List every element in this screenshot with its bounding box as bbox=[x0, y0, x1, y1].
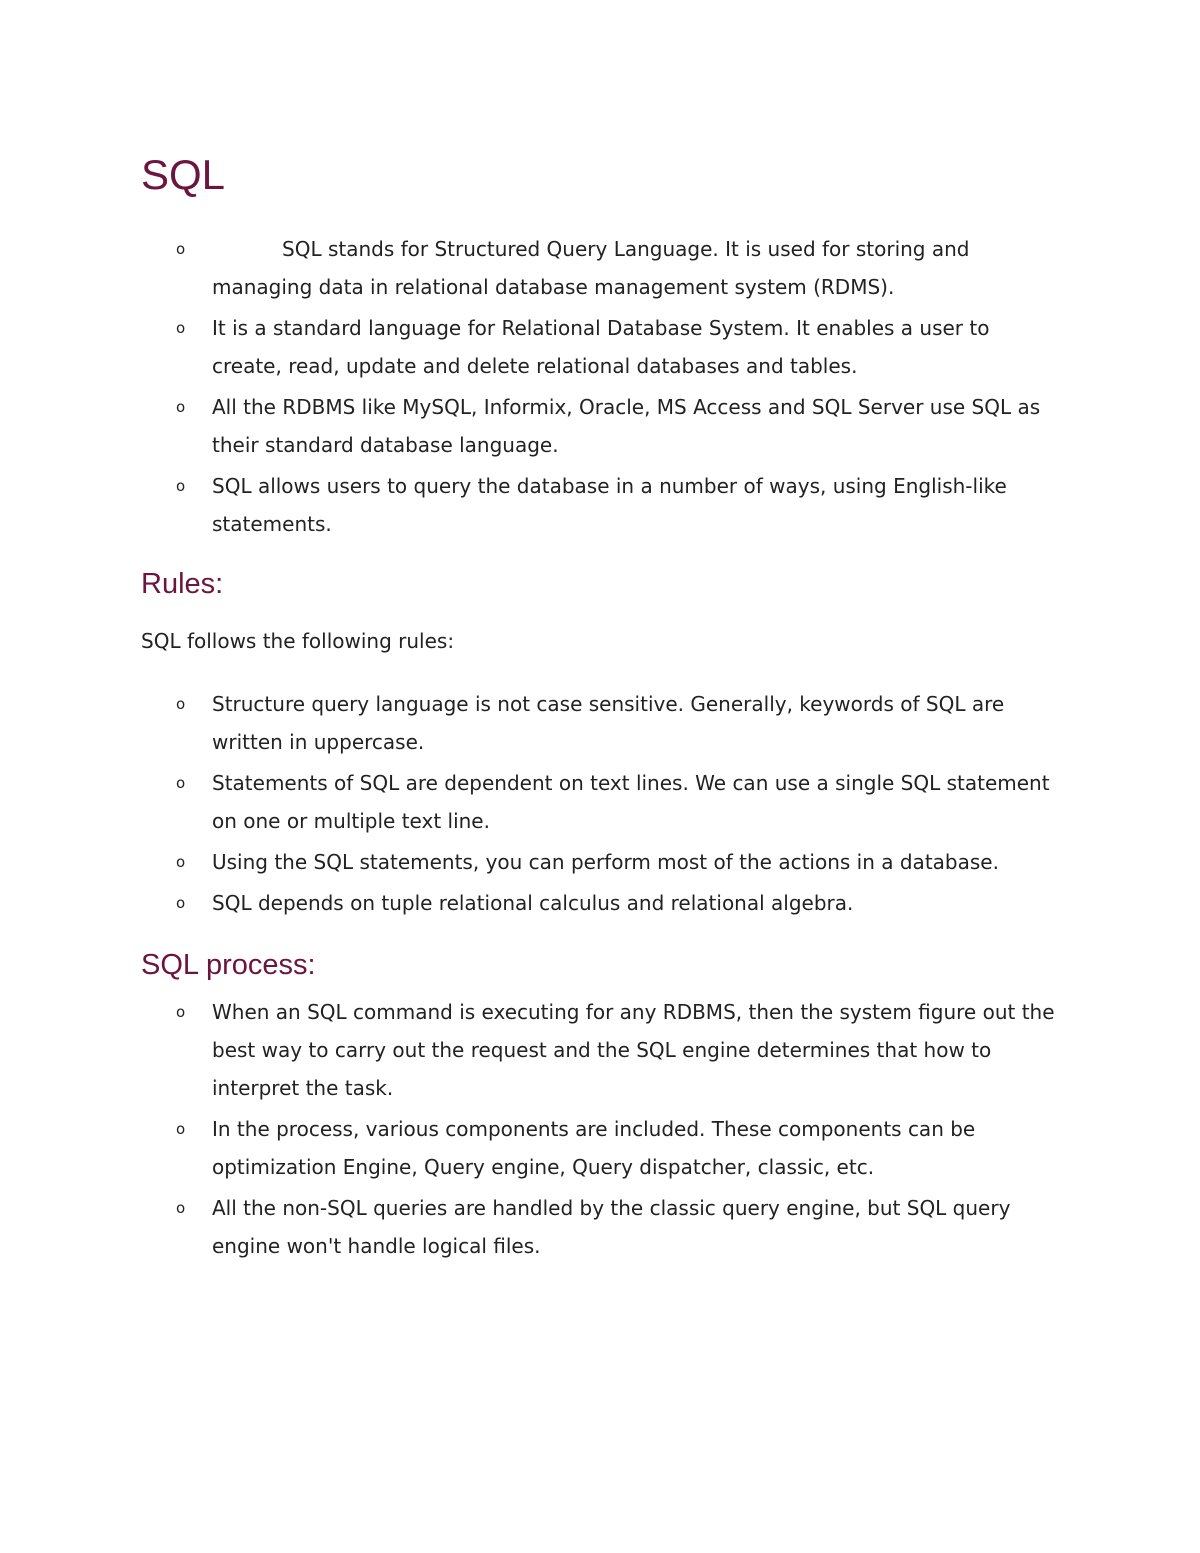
circle-bullet-icon: o bbox=[176, 398, 186, 416]
rules-bullet-list bbox=[0, 685, 1200, 925]
list-item-text: It is a standard language for Relational Database System. It enables a user to create, read, update and delete relational databases and tables. bbox=[212, 316, 990, 378]
list-item bbox=[0, 309, 1200, 385]
circle-bullet-icon: o bbox=[176, 240, 186, 258]
circle-bullet-icon: o bbox=[176, 1199, 186, 1217]
circle-bullet-icon: o bbox=[176, 894, 186, 912]
list-item bbox=[0, 230, 1200, 306]
circle-bullet-icon: o bbox=[176, 1003, 186, 1021]
circle-bullet-icon: o bbox=[176, 319, 186, 337]
list-item-text: All the non-SQL queries are handled by the classic query engine, but SQL query engine won't handle logical files. bbox=[212, 1196, 1011, 1258]
rules-intro-text: SQL follows the following rules: bbox=[141, 629, 455, 653]
list-item bbox=[0, 843, 1200, 881]
list-item bbox=[0, 764, 1200, 840]
list-item bbox=[0, 388, 1200, 464]
list-item-text: SQL allows users to query the database in a number of ways, using English-like statements. bbox=[212, 474, 1007, 536]
list-item bbox=[0, 467, 1200, 543]
list-item-text: SQL depends on tuple relational calculus and relational algebra. bbox=[212, 891, 854, 915]
list-item bbox=[0, 993, 1200, 1107]
list-item-text: Using the SQL statements, you can perform most of the actions in a database. bbox=[212, 850, 999, 874]
document-title: SQL bbox=[141, 151, 226, 198]
list-item bbox=[0, 1189, 1200, 1265]
list-item bbox=[0, 685, 1200, 761]
process-bullet-list bbox=[0, 993, 1200, 1268]
list-item-text: SQL stands for Structured Query Language. It is used for storing and managing data in relational database management system (RDMS). bbox=[212, 237, 970, 299]
list-item-text: In the process, various components are included. These components can be optimization Engine, Query engine, Query dispatcher, classic, etc. bbox=[212, 1117, 976, 1179]
circle-bullet-icon: o bbox=[176, 774, 186, 792]
list-item-text: Structure query language is not case sensitive. Generally, keywords of SQL are written in uppercase. bbox=[212, 692, 1005, 754]
circle-bullet-icon: o bbox=[176, 1120, 186, 1138]
rules-heading: Rules: bbox=[141, 568, 224, 600]
circle-bullet-icon: o bbox=[176, 695, 186, 713]
list-item-text: Statements of SQL are dependent on text lines. We can use a single SQL statement on one or multiple text line. bbox=[212, 771, 1050, 833]
process-heading: SQL process: bbox=[141, 949, 316, 981]
circle-bullet-icon: o bbox=[176, 477, 186, 495]
intro-bullet-list bbox=[0, 230, 1200, 546]
list-item bbox=[0, 884, 1200, 922]
list-item-text: All the RDBMS like MySQL, Informix, Oracle, MS Access and SQL Server use SQL as their standard database language. bbox=[212, 395, 1041, 457]
list-item bbox=[0, 1110, 1200, 1186]
list-item-text: When an SQL command is executing for any RDBMS, then the system figure out the best way to carry out the request and the SQL engine determines that how to interpret the task. bbox=[212, 1000, 1055, 1100]
circle-bullet-icon: o bbox=[176, 853, 186, 871]
